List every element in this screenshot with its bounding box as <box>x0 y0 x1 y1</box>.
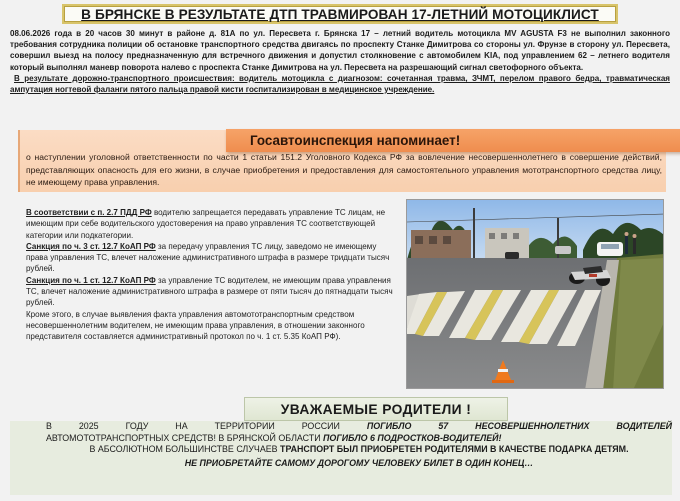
legal-text-sanction-3: за передачу управления ТС лицу, заведомо не имеющему права управления ТС, влечет наложение административного штрафа в размере тридцати тысяч рублей. <box>26 241 390 274</box>
parents-line-1-b: ПОГИБЛО 57 НЕСОВЕРШЕННОЛЕТНИХ ВОДИТЕЛЕЙ <box>366 421 672 431</box>
parents-line-3 <box>46 444 672 456</box>
parents-line-2 <box>46 433 672 445</box>
legal-text-pdd: водителю запрещается передавать управление ТС лицам, не имеющим при себе водительского удостоверения на право управления ТС соответствующей категории или подкатегории. <box>26 208 386 240</box>
injury-text: В результате дорожно-транспортного происшествия: водитель мотоцикла с диагнозом: сочетанная травма, ЗЧМТ, перелом правого бедра, травматическая ампутация ногтевой фаланги пятого пальца правой кисти госпитализирован в медицинское учреждение. <box>10 73 670 95</box>
reminder-text: о наступлении уголовной ответственности по части 1 статьи 151.2 Уголовного Кодекса РФ за вовлечение несовершеннолетнего в совершение действий, представляющих опасность для его жизни, в случае приобретения и предоставления для самостоятельного управления мототранспортного средства лицу, не имеющему права управления. <box>26 152 662 188</box>
parents-heading-box <box>244 397 508 421</box>
legal-ref-pdd: В соответствии с п. 2.7 ПДД РФ <box>26 208 152 217</box>
parents-line-2-c: ПОГИБЛО 6 ПОДРОСТКОВ-ВОДИТЕЛЕЙ! <box>323 432 502 443</box>
legal-info <box>26 207 400 343</box>
parents-line-2-a: АВТОМОТОТРАНСПОРТНЫХ СРЕДСТВ! <box>46 432 216 443</box>
reminder-heading: Госавтоинспекция напоминает! <box>250 133 461 148</box>
legal-ref-sanction-1: Санкция по ч. 1 ст. 12.7 КоАП РФ <box>26 275 156 285</box>
reminder-panel <box>18 130 666 192</box>
legal-text-sanction-1: за управление ТС водителем, не имеющим права управления ТС, влечет наложение административного штрафа в размере от пяти тысяч до пятнадцати тысяч рублей. <box>26 275 393 308</box>
page-title-banner <box>62 4 618 24</box>
legal-ref-sanction-3: Санкция по ч. 3 ст. 12.7 КоАП РФ <box>26 241 156 251</box>
incident-description <box>10 28 670 95</box>
page-title: В БРЯНСКЕ В РЕЗУЛЬТАТЕ ДТП ТРАВМИРОВАН 17-ЛЕТНИЙ МОТОЦИКЛИСТ <box>81 6 599 22</box>
parents-line-4 <box>46 458 672 470</box>
parents-line-2-b: В БРЯНСКОЙ ОБЛАСТИ <box>215 432 324 443</box>
accident-scene-image <box>407 200 664 389</box>
parents-line-1 <box>46 421 672 433</box>
parents-heading: УВАЖАЕМЫЕ РОДИТЕЛИ ! <box>280 401 472 417</box>
parents-line-3-b: ТРАНСПОРТ БЫЛ ПРИОБРЕТЕН РОДИТЕЛЯМИ В КАЧЕСТВЕ ПОДАРКА ДЕТЯМ. <box>280 444 629 455</box>
parents-line-3-a: В АБСОЛЮТНОМ БОЛЬШИНСТВЕ СЛУЧАЕВ <box>89 444 281 455</box>
accident-scene-photo <box>406 199 664 389</box>
legal-paragraph-sanction-1 <box>26 275 400 309</box>
parents-line-1-a: В 2025 ГОДУ НА ТЕРРИТОРИИ РОССИИ <box>46 421 367 431</box>
injury-paragraph <box>10 73 670 95</box>
legal-paragraph-additional: Кроме этого, в случае выявления факта управления автомототранспортным средством несовершеннолетним водителем, не имеющим права управления, в отношении законного представителя составляется административный протокол по ч. 1 ст. 5.35 КоАП РФ). <box>26 309 365 342</box>
legal-paragraph-sanction-3 <box>26 241 400 275</box>
parents-text <box>46 421 672 469</box>
reminder-heading-box <box>226 129 680 152</box>
parents-line-4-text: НЕ ПРИОБРЕТАЙТЕ САМОМУ ДОРОГОМУ ЧЕЛОВЕКУ БИЛЕТ В ОДИН КОНЕЦ… <box>184 457 534 468</box>
parents-panel <box>10 421 672 495</box>
legal-paragraph-pdd <box>26 207 400 241</box>
incident-paragraph: 08.06.2026 года в 20 часов 30 минут в районе д. 81А по ул. Пересвета г. Брянска 17 – летний водитель мотоцикла MV AGUSTA F3 не выполнил законного требования сотрудника полиции об остановке транспортного средства двигаясь по проспекту Станке Димитрова со стороны ул. Фрунзе в сторону ул. Пересвета, совершил выезд на полосу предназначенную для встречного движения и допустил столкновение с автомобилем KIA, под управлением 62 – летнего водителя который выполнял маневр поворота налево с проспекта Станке Димитрова на ул. Пересвета на разрешающий сигнал светофорного объекта. <box>10 29 670 72</box>
